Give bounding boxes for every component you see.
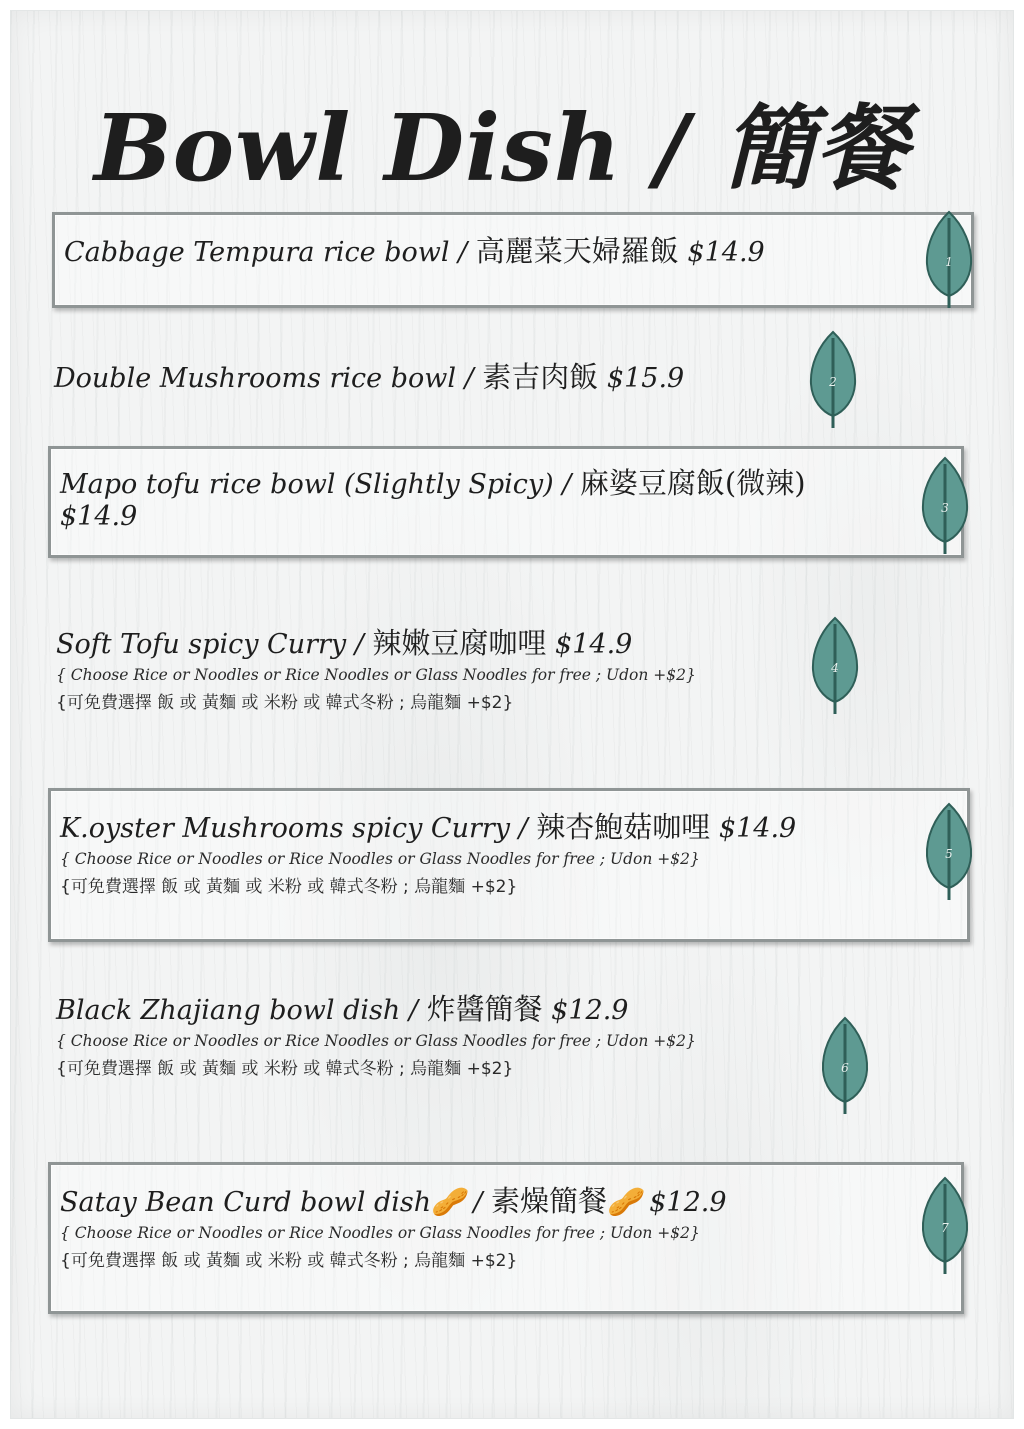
leaf-icon — [920, 454, 970, 558]
item-number: 6 — [841, 1061, 849, 1075]
item-number: 2 — [829, 375, 837, 389]
item-number: 1 — [945, 255, 953, 269]
leaf-icon — [924, 800, 974, 904]
leaf-icon — [820, 1014, 870, 1118]
item-name: Cabbage Tempura rice bowl / 高麗菜天婦羅飯 $14.9 — [64, 234, 765, 268]
item-note-en: { Choose Rice or Noodles or Rice Noodles or Glass Noodles for free ; Udon +$2} — [60, 1224, 700, 1243]
menu-item-1 — [64, 234, 765, 269]
peanut-icon: 🥜 — [607, 1187, 641, 1218]
item-note-zh: {可免費選擇 飯 或 黃麵 或 米粉 或 韓式冬粉 ; 烏龍麵 +$2} — [60, 876, 518, 897]
leaf-icon — [920, 1174, 970, 1278]
menu-item-6 — [56, 992, 696, 1080]
item-note-en: { Choose Rice or Noodles or Rice Noodles or Glass Noodles for free ; Udon +$2} — [60, 850, 700, 869]
item-note-zh: {可免費選擇 飯 或 黃麵 或 米粉 或 韓式冬粉 ; 烏龍麵 +$2} — [56, 692, 514, 713]
item-name: Soft Tofu spicy Curry / 辣嫩豆腐咖哩 $14.9 — [56, 626, 633, 660]
item-name: K.oyster Mushrooms spicy Curry / 辣杏鮑菇咖哩 $14.9 — [60, 810, 797, 844]
menu-item-3 — [60, 466, 806, 534]
item-number: 4 — [831, 661, 839, 675]
item-name: Mapo tofu rice bowl (Slightly Spicy) / 麻婆豆腐飯(微辣) — [60, 466, 806, 500]
item-number: 7 — [941, 1221, 949, 1235]
leaf-icon — [924, 208, 974, 312]
item-number: 3 — [941, 501, 949, 515]
item-note-en: { Choose Rice or Noodles or Rice Noodles or Glass Noodles for free ; Udon +$2} — [56, 666, 696, 685]
item-name: Black Zhajiang bowl dish / 炸醬簡餐 $12.9 — [56, 992, 629, 1026]
item-note-en: { Choose Rice or Noodles or Rice Noodles or Glass Noodles for free ; Udon +$2} — [56, 1032, 696, 1051]
menu-item-7 — [60, 1184, 727, 1272]
item-name: Satay Bean Curd bowl dish🥜 / 素燥簡餐🥜 $12.9 — [60, 1184, 727, 1218]
menu-item-5 — [60, 810, 796, 898]
item-price: $14.9 — [60, 501, 138, 533]
item-number: 5 — [945, 847, 953, 861]
leaf-icon — [808, 328, 858, 432]
menu-item-2 — [54, 360, 684, 395]
peanut-icon: 🥜 — [431, 1187, 465, 1218]
item-note-zh: {可免費選擇 飯 或 黃麵 或 米粉 或 韓式冬粉 ; 烏龍麵 +$2} — [56, 1058, 514, 1079]
item-note-zh: {可免費選擇 飯 或 黃麵 或 米粉 或 韓式冬粉 ; 烏龍麵 +$2} — [60, 1250, 518, 1271]
item-name: Double Mushrooms rice bowl / 素吉肉飯 $15.9 — [54, 360, 685, 394]
menu-title: Bowl Dish / 簡餐 — [94, 94, 909, 202]
menu-item-4 — [56, 626, 696, 714]
leaf-icon — [810, 614, 860, 718]
